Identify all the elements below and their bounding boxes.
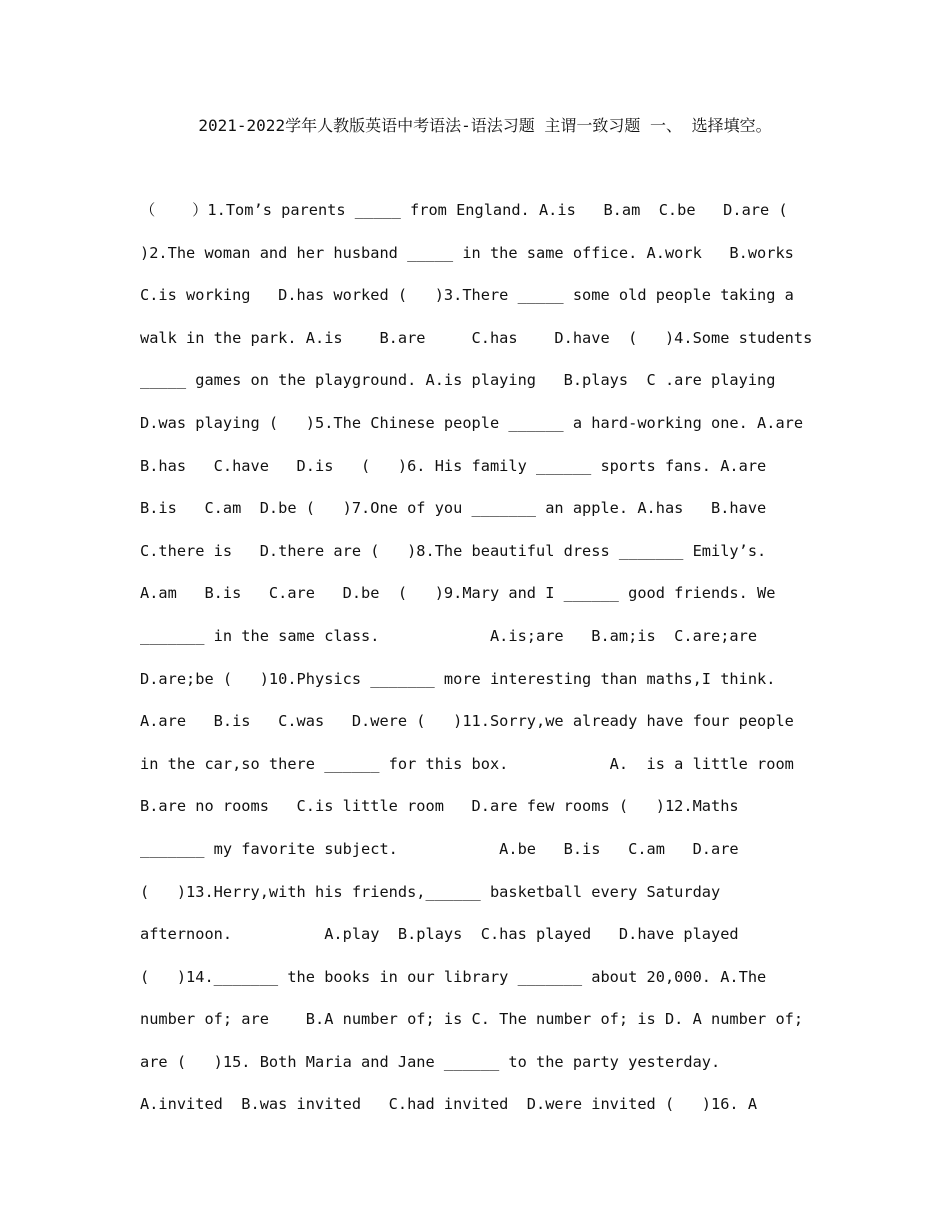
exercise-body xyxy=(140,196,830,1133)
text-line: afternoon. A.play B.plays C.has played D.have played xyxy=(140,925,739,944)
text-line: ( )14._______ the books in our library _______ about 20,000. A.The xyxy=(140,967,767,986)
text-line: C.there is D.there are ( )8.The beautiful dress _______ Emily’s. xyxy=(140,541,767,560)
text-line: A.invited B.was invited C.had invited D.were invited ( )16. A xyxy=(140,1095,758,1114)
text-line: C.is working D.has worked ( )3.There _____ some old people taking a xyxy=(140,286,794,305)
text-line: in the car,so there ______ for this box. A. is a little room xyxy=(140,754,794,773)
text-line: A.am B.is C.are D.be ( )9.Mary and I ______ good friends. We xyxy=(140,584,776,603)
text-line: B.is C.am D.be ( )7.One of you _______ an apple. A.has B.have xyxy=(140,499,767,518)
text-line: B.are no rooms C.is little room D.are few rooms ( )12.Maths xyxy=(140,797,739,816)
text-line: _______ my favorite subject. A.be B.is C.am D.are xyxy=(140,839,739,858)
text-line: ( )13.Herry,with his friends,______ basketball every Saturday xyxy=(140,882,721,901)
text-line: A.are B.is C.was D.were ( )11.Sorry,we already have four people xyxy=(140,712,794,731)
text-line: _____ games on the playground. A.is playing B.plays C .are playing xyxy=(140,371,776,390)
text-line: )2.The woman and her husband _____ in the same office. A.work B.works xyxy=(140,243,794,262)
text-line: D.was playing ( )5.The Chinese people ______ a hard-working one. A.are xyxy=(140,413,804,432)
text-line: walk in the park. A.is B.are C.has D.have ( )4.Some students xyxy=(140,328,813,347)
document-title: 2021-2022学年人教版英语中考语法-语法习题 主谓一致习题 一、 选择填空。 xyxy=(198,116,772,135)
text-line: _______ in the same class. A.is;are B.am;is C.are;are xyxy=(140,626,758,645)
text-line: B.has C.have D.is ( )6. His family ______ sports fans. A.are xyxy=(140,456,767,475)
text-line: D.are;be ( )10.Physics _______ more interesting than maths,I think. xyxy=(140,669,776,688)
text-line: number of; are B.A number of; is C. The number of; is D. A number of; xyxy=(140,1010,804,1029)
text-line: are ( )15. Both Maria and Jane ______ to the party yesterday. xyxy=(140,1052,721,1071)
text-line: （ ）1.Tom’s parents _____ from England. A.is B.am C.be D.are ( xyxy=(140,201,788,219)
